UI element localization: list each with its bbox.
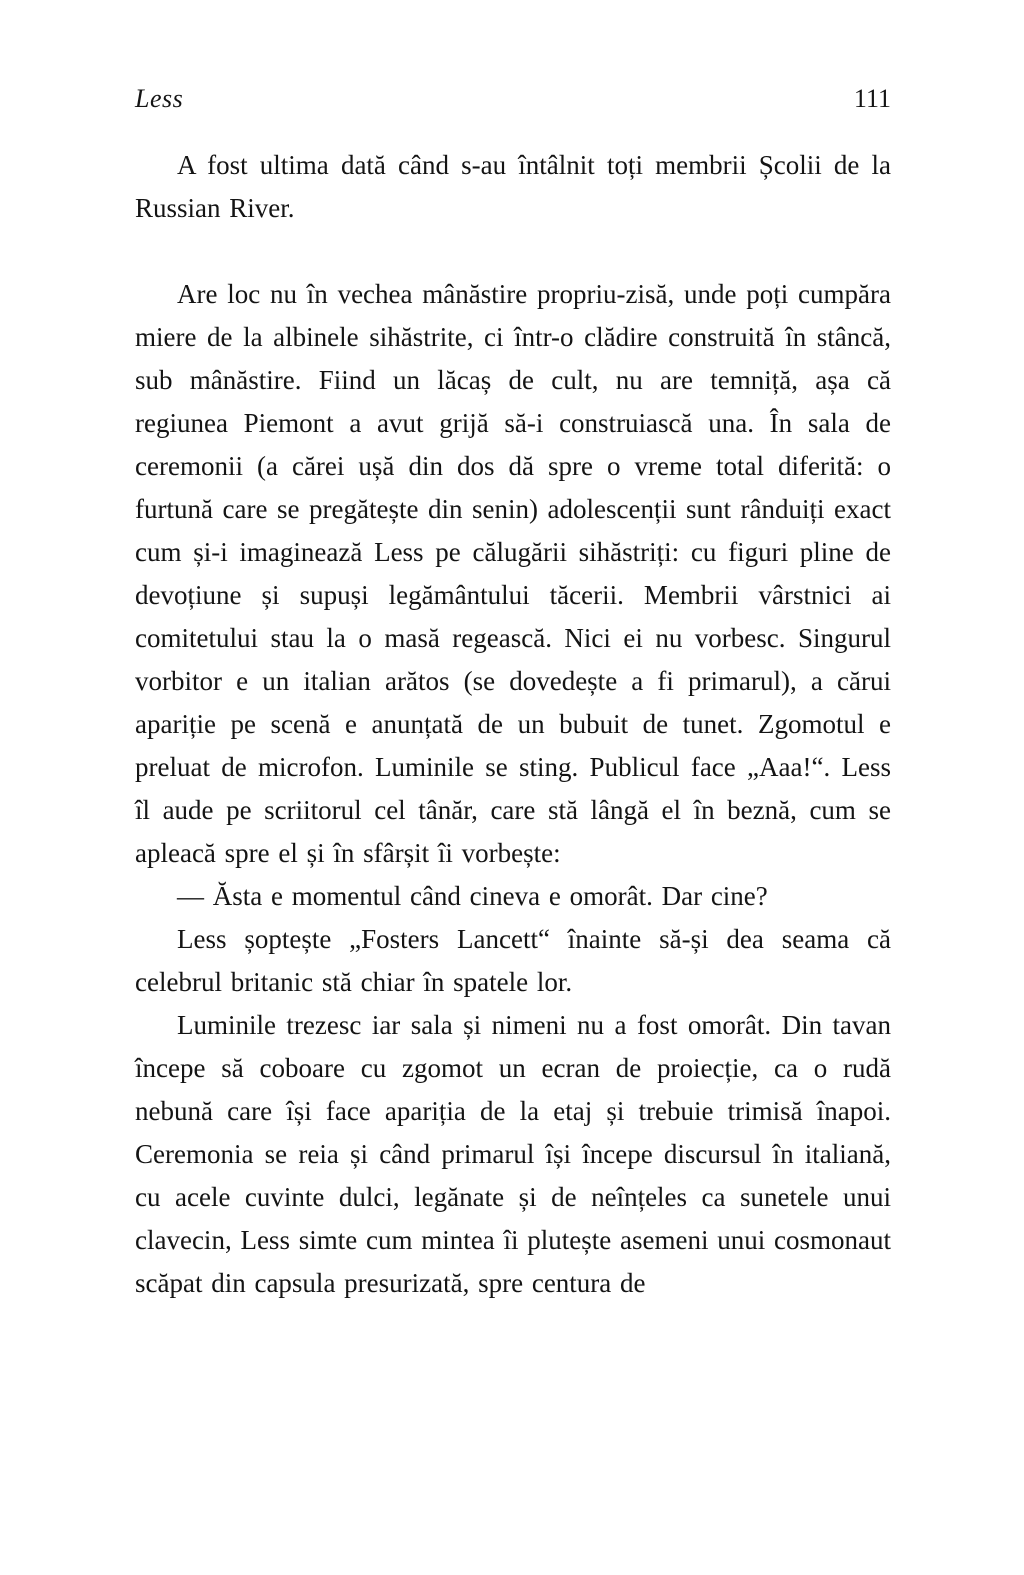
paragraph-3-dialogue: — Ăsta e momentul când cineva e omorât. Dar cine?: [177, 881, 768, 911]
paragraph-5: Luminile trezesc iar sala și nimeni nu a fost omorât. Din tavan începe să coboare cu zgomot un ecran de proiecție, ca o rudă nebună care își face apariția de la etaj și trebuie trimisă înapoi. Ceremonia se reia și când primarul își începe discursul în italiană, cu acele cuvinte dulci, legănate și de neînțeles ca sunetele unui clavecin, Less simte cum mintea îi plutește asemeni unui cosmonaut scăpat din capsula presurizată, spre centura de: [135, 1010, 891, 1298]
page-number: 111: [853, 84, 891, 113]
body-text: [135, 144, 891, 1305]
page-header: [135, 84, 891, 114]
paragraph-4: Less șoptește „Fosters Lancett“ înainte să-și dea seama că celebrul britanic stă chiar în spatele lor.: [135, 924, 891, 997]
paragraph-1: A fost ultima dată când s-au întâlnit toți membrii Școlii de la Russian River.: [135, 150, 891, 223]
text-block: [135, 84, 891, 1305]
paragraph-2: Are loc nu în vechea mânăstire propriu-zisă, unde poți cumpăra miere de la albinele sihăstrite, ci într-o clădire construită în stâncă, sub mânăstire. Fiind un lăcaș de cult, nu are temniță, așa că regiunea Piemont a avut grijă să-i construiască una. În sala de ceremonii (a cărei ușă din dos dă spre o vreme total diferită: o furtună care se pregătește din senin) adolescenții sunt rânduiți exact cum și-i imaginează Less pe călugării sihăstriți: cu figuri pline de devoțiune și supuși legământului tăcerii. Membrii vârstnici ai comitetului stau la o masă regească. Nici ei nu vorbesc. Singurul vorbitor e un italian arătos (se dovedește a fi primarul), a cărui apariție pe scenă e anunțată de un bubuit de tunet. Zgomotul e preluat de microfon. Luminile se sting. Publicul face „Aaa!“. Less îl aude pe scriitorul cel tânăr, care stă lângă el în beznă, cum se apleacă spre el și în sfârșit îi vorbește:: [135, 279, 891, 868]
running-title: Less: [135, 84, 184, 113]
